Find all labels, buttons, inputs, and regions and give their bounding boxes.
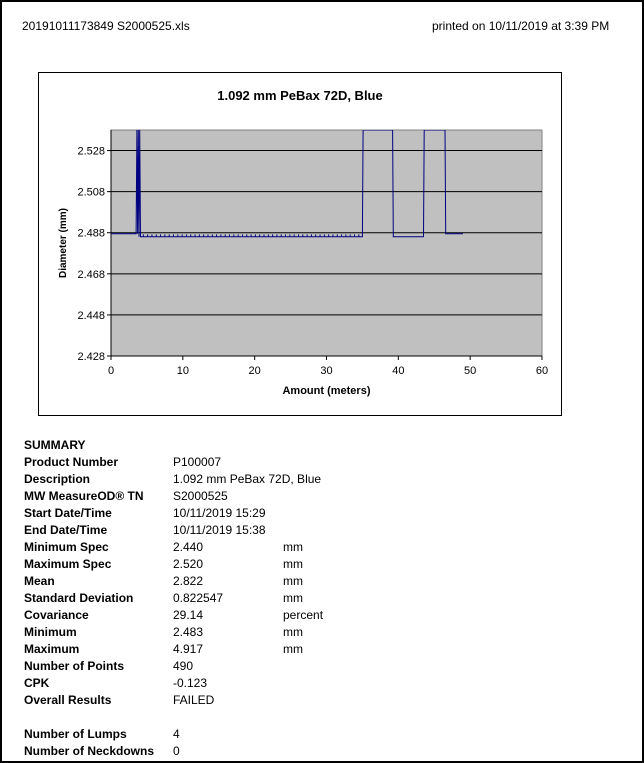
summary-value: 0.822547	[173, 591, 224, 605]
file-name: 20191011173849 S2000525.xls	[22, 19, 190, 33]
summary-value: 1.092 mm PeBax 72D, Blue	[173, 472, 322, 486]
summary-value: 29.14	[173, 608, 204, 622]
summary-label: MW MeasureOD® TN	[24, 489, 144, 503]
summary-label: Product Number	[24, 455, 119, 469]
summary-label: Covariance	[24, 608, 89, 622]
y-axis-label: Diameter (mm)	[58, 207, 69, 279]
plot-area	[111, 130, 542, 356]
chart-frame	[38, 72, 562, 416]
summary-label: Number of Points	[24, 659, 125, 673]
summary-value: 2.440	[173, 540, 204, 554]
x-tick-label: 0	[107, 365, 115, 377]
summary-label: Start Date/Time	[24, 506, 112, 520]
summary-unit: mm	[283, 557, 303, 571]
x-tick-label: 20	[248, 365, 261, 377]
diameter-chart	[39, 73, 561, 415]
summary-title: SUMMARY	[24, 438, 86, 452]
summary-value: 4.917	[173, 642, 204, 656]
summary-unit: mm	[283, 642, 303, 656]
summary-value: 10/11/2019 15:38	[173, 523, 266, 537]
y-tick-label: 2.428	[77, 351, 105, 363]
print-timestamp: printed on 10/11/2019 at 3:39 PM	[432, 19, 610, 33]
summary-value: 0	[173, 744, 180, 758]
y-tick-label: 2.448	[77, 309, 105, 322]
summary-value: FAILED	[173, 693, 215, 707]
summary-value: 490	[173, 659, 194, 673]
x-tick-label: 40	[392, 365, 405, 377]
summary-label: Number of Neckdowns	[24, 744, 155, 758]
summary-value: S2000525	[173, 489, 228, 503]
chart-title: 1.092 mm PeBax 72D, Blue	[217, 88, 383, 103]
summary-unit: mm	[283, 574, 303, 588]
summary-value: P100007	[173, 455, 222, 469]
x-tick-label: 60	[535, 365, 549, 377]
summary-label: End Date/Time	[24, 523, 108, 537]
summary-value: 4	[173, 727, 180, 741]
summary-value: 2.822	[173, 574, 204, 588]
summary-label: Standard Deviation	[24, 591, 134, 605]
y-tick-label: 2.468	[77, 268, 105, 281]
summary-unit: mm	[283, 625, 303, 639]
summary-value: 2.483	[173, 625, 204, 639]
summary-label: CPK	[24, 676, 50, 690]
summary-unit: percent	[283, 608, 324, 622]
x-tick-label: 50	[464, 365, 477, 377]
summary-label: Number of Lumps	[24, 727, 127, 741]
summary-label: Mean	[24, 574, 55, 588]
summary-label: Description	[24, 472, 91, 486]
summary-label: Maximum	[24, 642, 80, 656]
summary-label: Minimum Spec	[24, 540, 109, 554]
x-tick-label: 30	[320, 365, 333, 377]
y-tick-label: 2.508	[77, 186, 105, 199]
summary-label: Maximum Spec	[24, 557, 112, 571]
summary-unit: mm	[283, 591, 303, 605]
x-axis-label: Amount (meters)	[282, 385, 371, 397]
summary-value: -0.123	[173, 676, 208, 690]
summary-value: 10/11/2019 15:29	[173, 506, 266, 520]
x-tick-label: 10	[176, 365, 189, 377]
summary-unit: mm	[283, 540, 303, 554]
y-tick-label: 2.488	[77, 227, 105, 240]
summary-label: Overall Results	[24, 693, 112, 707]
summary-label: Minimum	[24, 625, 77, 639]
y-tick-label: 2.528	[77, 145, 105, 158]
summary-value: 2.520	[173, 557, 204, 571]
